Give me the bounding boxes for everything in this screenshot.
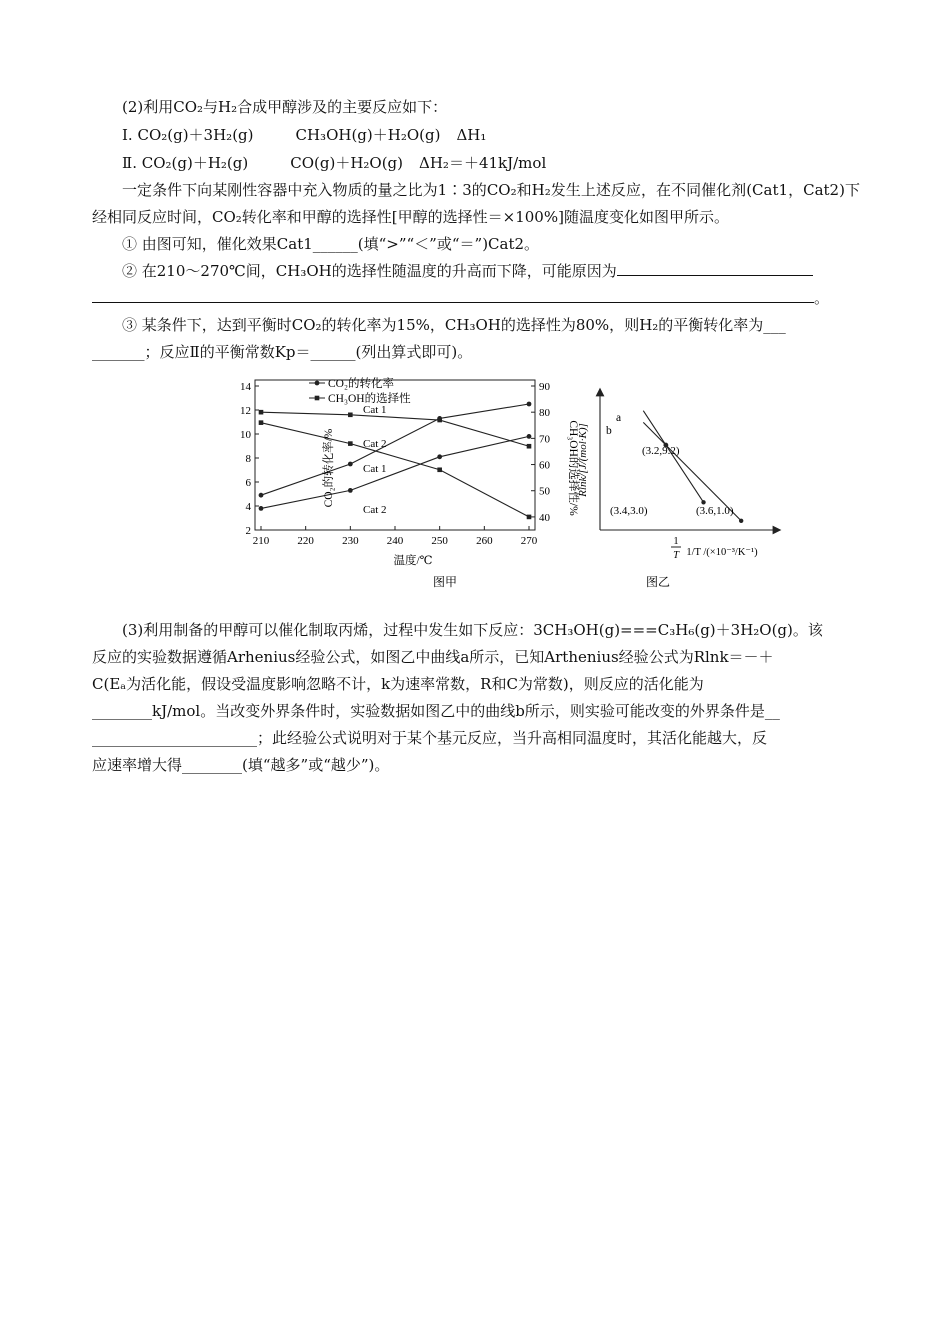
- part3-line5: ______________________；此经验公式说明对于某个基元反应，当升高相同温度时，其活化能越大，反: [92, 729, 768, 747]
- x-tick-label: 210: [252, 535, 270, 547]
- figure-b-xlabel: 1/T /(×10⁻³/K⁻¹): [686, 547, 758, 558]
- point-label-3: (3.6,1.0): [696, 505, 734, 517]
- figure-a-marks: [259, 402, 532, 520]
- data-point-square: [259, 420, 264, 425]
- data-point-square: [437, 418, 442, 423]
- y2-tick-label: 80: [539, 407, 550, 420]
- part3-line6: 应速率增大得________(填“越多”或“越少”)。: [92, 756, 390, 774]
- figure-b-ylabel: Rlnk/[J/(mol·K)]: [577, 423, 589, 497]
- legend-ch3oh: CH₃OH的选择性: [328, 393, 411, 405]
- question-page: [92, 94, 860, 779]
- part3-line1: (3)利用制备的甲醇可以催化制取丙烯，过程中发生如下反应：3CH₃OH(g)===C₃H₆(g)＋3H₂O(g)。该: [122, 621, 823, 639]
- x-tick-label: 250: [431, 535, 448, 547]
- y-tick-label: 6: [245, 477, 251, 489]
- end-point-a: [701, 500, 705, 504]
- label-cat1-selectivity: Cat 1: [363, 404, 387, 416]
- label-line-b: b: [606, 425, 612, 437]
- reaction-1-enthalpy: ΔH₁: [456, 126, 487, 144]
- reaction-1-reactants: Ⅰ. CO₂(g)＋3H₂(g): [122, 126, 254, 144]
- question-2-end: 。: [814, 289, 830, 307]
- question-1: ① 由图可知，催化效果Cat1______(填“>”“＜”或“＝”)Cat2。: [122, 235, 540, 253]
- y2-tick-label: 70: [539, 433, 550, 446]
- part3-line2: 反应的实验数据遵循Arhenius经验公式，如图乙中曲线a所示，已知Arthenius经验公式为Rlnk＝－＋: [92, 648, 774, 666]
- x-tick-label: 260: [476, 535, 493, 547]
- point-label-2: (3.4,3.0): [610, 505, 648, 517]
- y-tick-label: 2: [245, 525, 251, 537]
- figure-a-caption: 图甲: [432, 575, 458, 589]
- condition-text: 一定条件下向某刚性容器中充入物质的量之比为1∶3的CO₂和H₂发生上述反应，在不同催化剂(Cat1，Cat2)下经相同反应时间，CO₂转化率和甲醇的选择性[甲醇的选择性＝×100%]随温度变化如图甲所示。: [92, 181, 860, 226]
- reaction-2-reactants: Ⅱ. CO₂(g)＋H₂(g): [122, 154, 249, 172]
- answer-blank[interactable]: [617, 259, 813, 276]
- legend-co2: CO₂的转化率: [328, 378, 394, 390]
- series-line: [261, 423, 529, 517]
- figure-a-ylabel-right: CH₃OH的选择性/%: [567, 420, 579, 516]
- reaction-1-products: CH₃OH(g)＋H₂O(g): [295, 126, 441, 144]
- y2-tick-label: 50: [539, 485, 550, 498]
- data-point-square: [259, 410, 264, 415]
- end-point-b: [739, 519, 743, 523]
- data-point-circle: [527, 402, 532, 407]
- legend-circle-marker: [315, 381, 320, 386]
- question-2: [92, 258, 860, 285]
- figure-a-chart: [217, 372, 579, 597]
- x-tick-label: 270: [520, 535, 538, 547]
- y-tick-label: 10: [240, 429, 251, 441]
- question-3-line1: ③ 某条件下，达到平衡时CO₂的转化率为15%，CH₃OH的选择性为80%，则H₂的平衡转化率为___: [122, 316, 786, 334]
- label-line-a: a: [616, 412, 622, 424]
- data-point-circle: [259, 506, 264, 511]
- data-point-square: [348, 413, 353, 418]
- y2-tick-label: 60: [539, 459, 550, 472]
- figure-a-ylabel-left: CO₂的转化率/%: [323, 428, 335, 508]
- answer-blank[interactable]: [92, 286, 814, 303]
- series-line: [261, 436, 529, 508]
- data-point-square: [527, 444, 532, 449]
- x-tick-label: 240: [386, 535, 404, 547]
- label-cat2-conversion: Cat 2: [363, 504, 387, 516]
- figure-b-chart: [572, 372, 792, 597]
- data-point-square: [527, 515, 532, 520]
- figures-row: [92, 372, 860, 607]
- x-tick-label: 230: [342, 535, 359, 547]
- y-tick-label: 14: [240, 381, 251, 393]
- y2-tick-label: 40: [539, 511, 550, 524]
- data-point-square: [348, 441, 353, 446]
- y-tick-label: 12: [240, 405, 251, 417]
- reaction-2-products: CO(g)＋H₂O(g): [290, 154, 404, 172]
- figure-a-axes: [240, 380, 551, 547]
- part3-line3: C(Eₐ为活化能，假设受温度影响忽略不计，k为速率常数，R和C为常数)，则反应的活化能为: [92, 675, 704, 693]
- label-cat1-conversion: Cat 1: [363, 463, 387, 475]
- question-2-continued: [92, 285, 860, 312]
- part3-line4: ________kJ/mol。当改变外界条件时，实验数据如图乙中的曲线b所示，则实验可能改变的外界条件是__: [92, 702, 780, 720]
- data-point-circle: [527, 434, 532, 439]
- figure-b-marks: [643, 411, 743, 561]
- data-point-circle: [348, 462, 353, 467]
- y-tick-label: 8: [245, 453, 251, 465]
- data-point-circle: [348, 488, 353, 493]
- reaction-1: [92, 121, 860, 149]
- part2-intro: (2)利用CO₂与H₂合成甲醇涉及的主要反应如下：: [122, 98, 448, 116]
- question-2-text: ② 在210～270℃间，CH₃OH的选择性随温度的升高而下降，可能原因为: [122, 262, 617, 280]
- label-cat2-selectivity: Cat 2: [363, 438, 387, 450]
- data-point-circle: [437, 454, 442, 459]
- figure-b-caption: 图乙: [645, 575, 671, 589]
- data-point-square: [437, 467, 442, 472]
- y-tick-label: 4: [245, 501, 251, 513]
- point-label-1: (3.2,9.2): [642, 445, 680, 457]
- figure-a-xlabel: 温度/℃: [393, 555, 433, 567]
- y2-tick-label: 90: [539, 381, 550, 393]
- reaction-2: [92, 149, 860, 177]
- data-point-circle: [259, 493, 264, 498]
- legend-square-marker: [315, 396, 320, 401]
- frac-denominator: T: [673, 550, 679, 561]
- reaction-2-enthalpy: ΔH₂＝＋41kJ/mol: [419, 154, 547, 172]
- x-tick-label: 220: [297, 535, 314, 547]
- question-3-line2: _______；反应Ⅱ的平衡常数Kp＝______(列出算式即可)。: [92, 343, 473, 361]
- frac-numerator: 1: [673, 536, 679, 547]
